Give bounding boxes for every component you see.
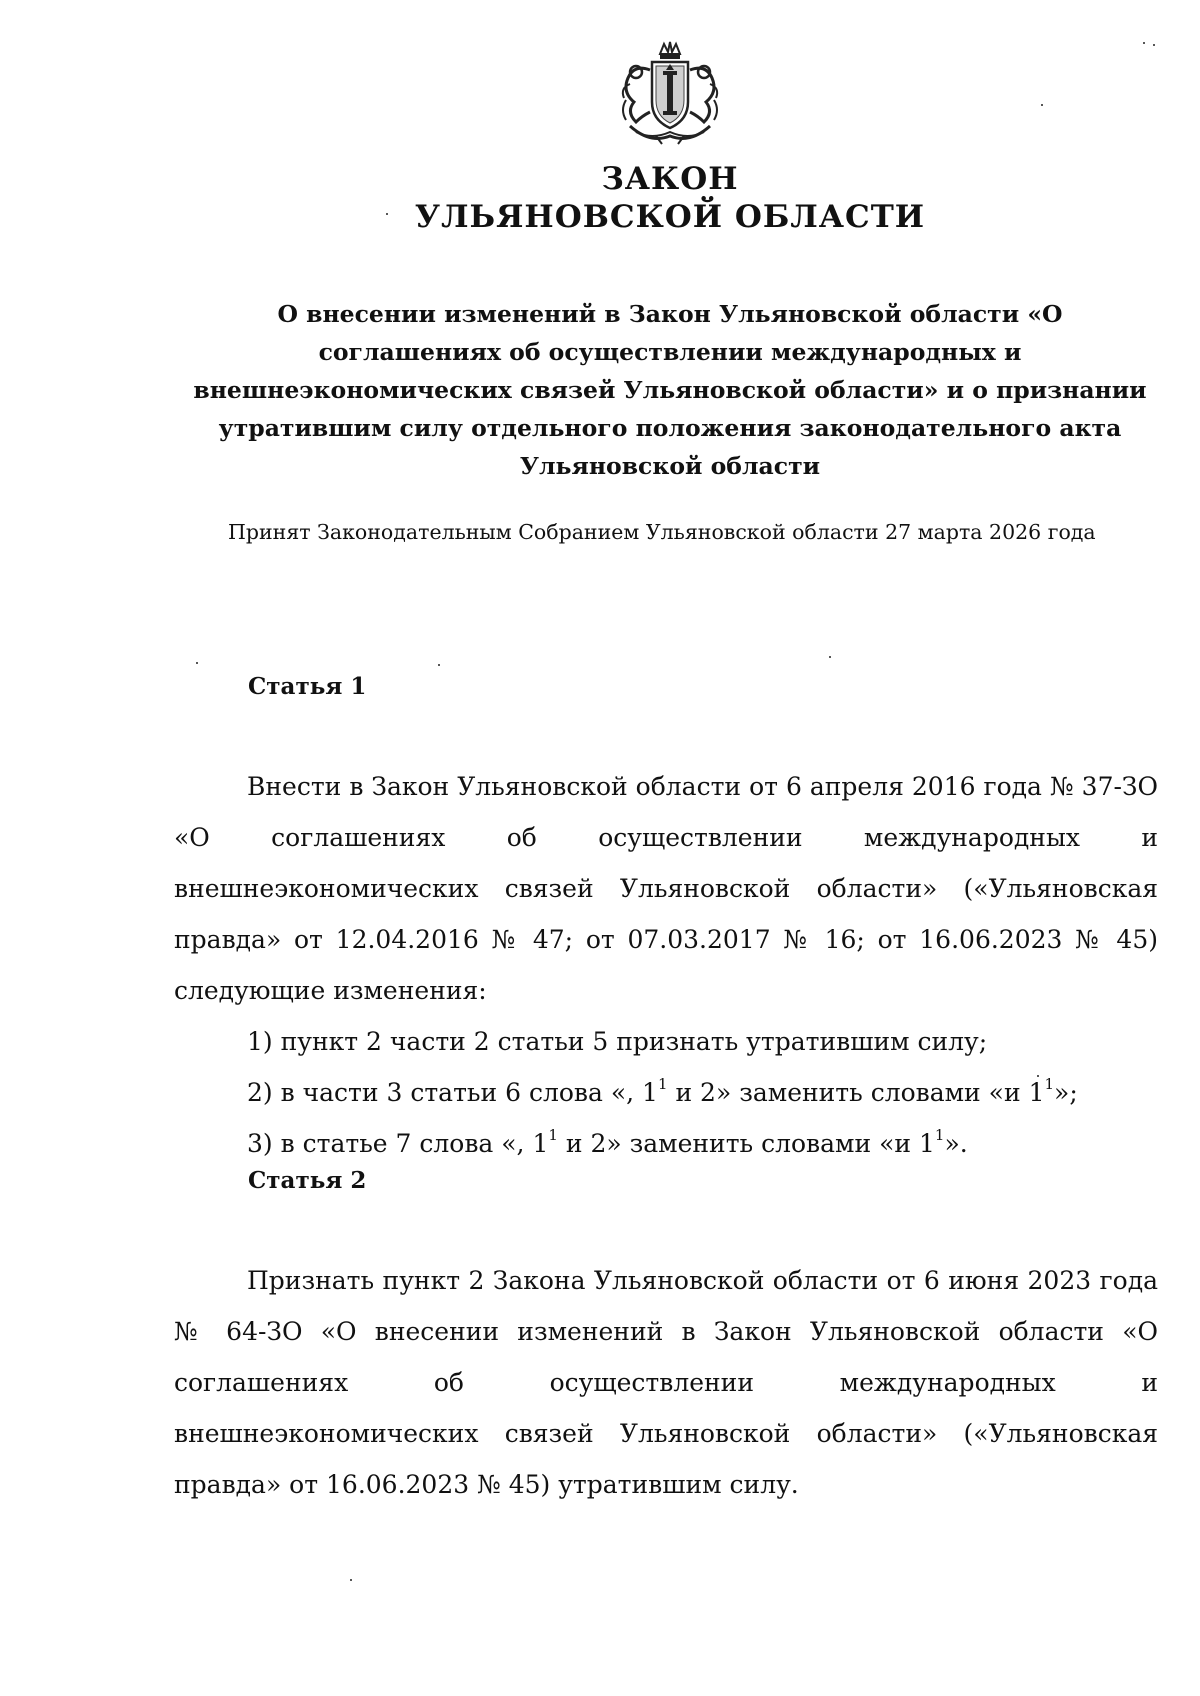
superscript: 1 xyxy=(1044,1074,1055,1093)
article-2-text: Признать пункт 2 Закона Ульяновской области от 6 июня 2023 года № 64-ЗО «О внесении изменений в Закон Ульяновской области «О соглашениях об осуществлении международных и внешнеэкономических связей Ульяновской области» («Ульяновская правда» от 16.06.2023 № 45) утратившим силу. xyxy=(174,1266,1158,1499)
item-3-text-b: и 2» заменить словами «и 1 xyxy=(557,1129,935,1158)
law-title-line2: УЛЬЯНОВСКОЙ ОБЛАСТИ xyxy=(414,199,926,235)
article-1-heading: Статья 1 xyxy=(248,673,367,700)
article-1-item-2 xyxy=(174,1067,1158,1118)
superscript: 1 xyxy=(657,1074,668,1093)
law-title-line1: ЗАКОН xyxy=(601,161,739,197)
scan-speck xyxy=(1153,44,1155,46)
coat-of-arms-icon xyxy=(606,40,734,150)
article-2-body xyxy=(174,1255,1158,1510)
scan-speck xyxy=(350,1579,352,1581)
scan-speck xyxy=(1143,42,1145,44)
scan-speck xyxy=(1041,104,1043,106)
scan-speck xyxy=(1037,1075,1039,1077)
scan-speck xyxy=(438,664,440,666)
article-2-heading: Статья 2 xyxy=(248,1167,367,1194)
item-2-text-a: 2) в части 3 статьи 6 слова «, 1 xyxy=(247,1078,658,1107)
item-3-text-c: ». xyxy=(944,1129,968,1158)
law-subtitle: О внесении изменений в Закон Ульяновской области «О соглашениях об осуществлении международных и внешнеэкономических связей Ульяновской области» и о признании утратившим силу отдельного положения законодательного акта Ульяновской области xyxy=(193,300,1147,480)
scan-speck xyxy=(829,656,831,658)
article-1-intro: Внести в Закон Ульяновской области от 6 апреля 2016 года № 37-ЗО «О соглашениях об осуществлении международных и внешнеэкономических связей Ульяновской области» («Ульяновская правда» от 12.04.2016 № 47; от 07.03.2017 № 16; от 16.06.2023 № 45) следующие изменения: xyxy=(174,772,1158,1005)
superscript: 1 xyxy=(934,1125,945,1144)
item-2-text-b: и 2» заменить словами «и 1 xyxy=(667,1078,1045,1107)
scan-speck xyxy=(196,662,198,664)
superscript: 1 xyxy=(548,1125,558,1144)
item-3-text-a: 3) в статье 7 слова «, 1 xyxy=(247,1129,549,1158)
article-1-item-3 xyxy=(174,1118,1158,1169)
article-1-item-1: 1) пункт 2 части 2 статьи 5 признать утратившим силу; xyxy=(247,1027,988,1056)
article-1-body xyxy=(174,761,1158,1169)
item-2-text-c: »; xyxy=(1054,1078,1078,1107)
adoption-line: Принят Законодательным Собранием Ульяновской области 27 марта 2026 года xyxy=(228,520,1096,544)
scan-speck xyxy=(386,213,388,215)
